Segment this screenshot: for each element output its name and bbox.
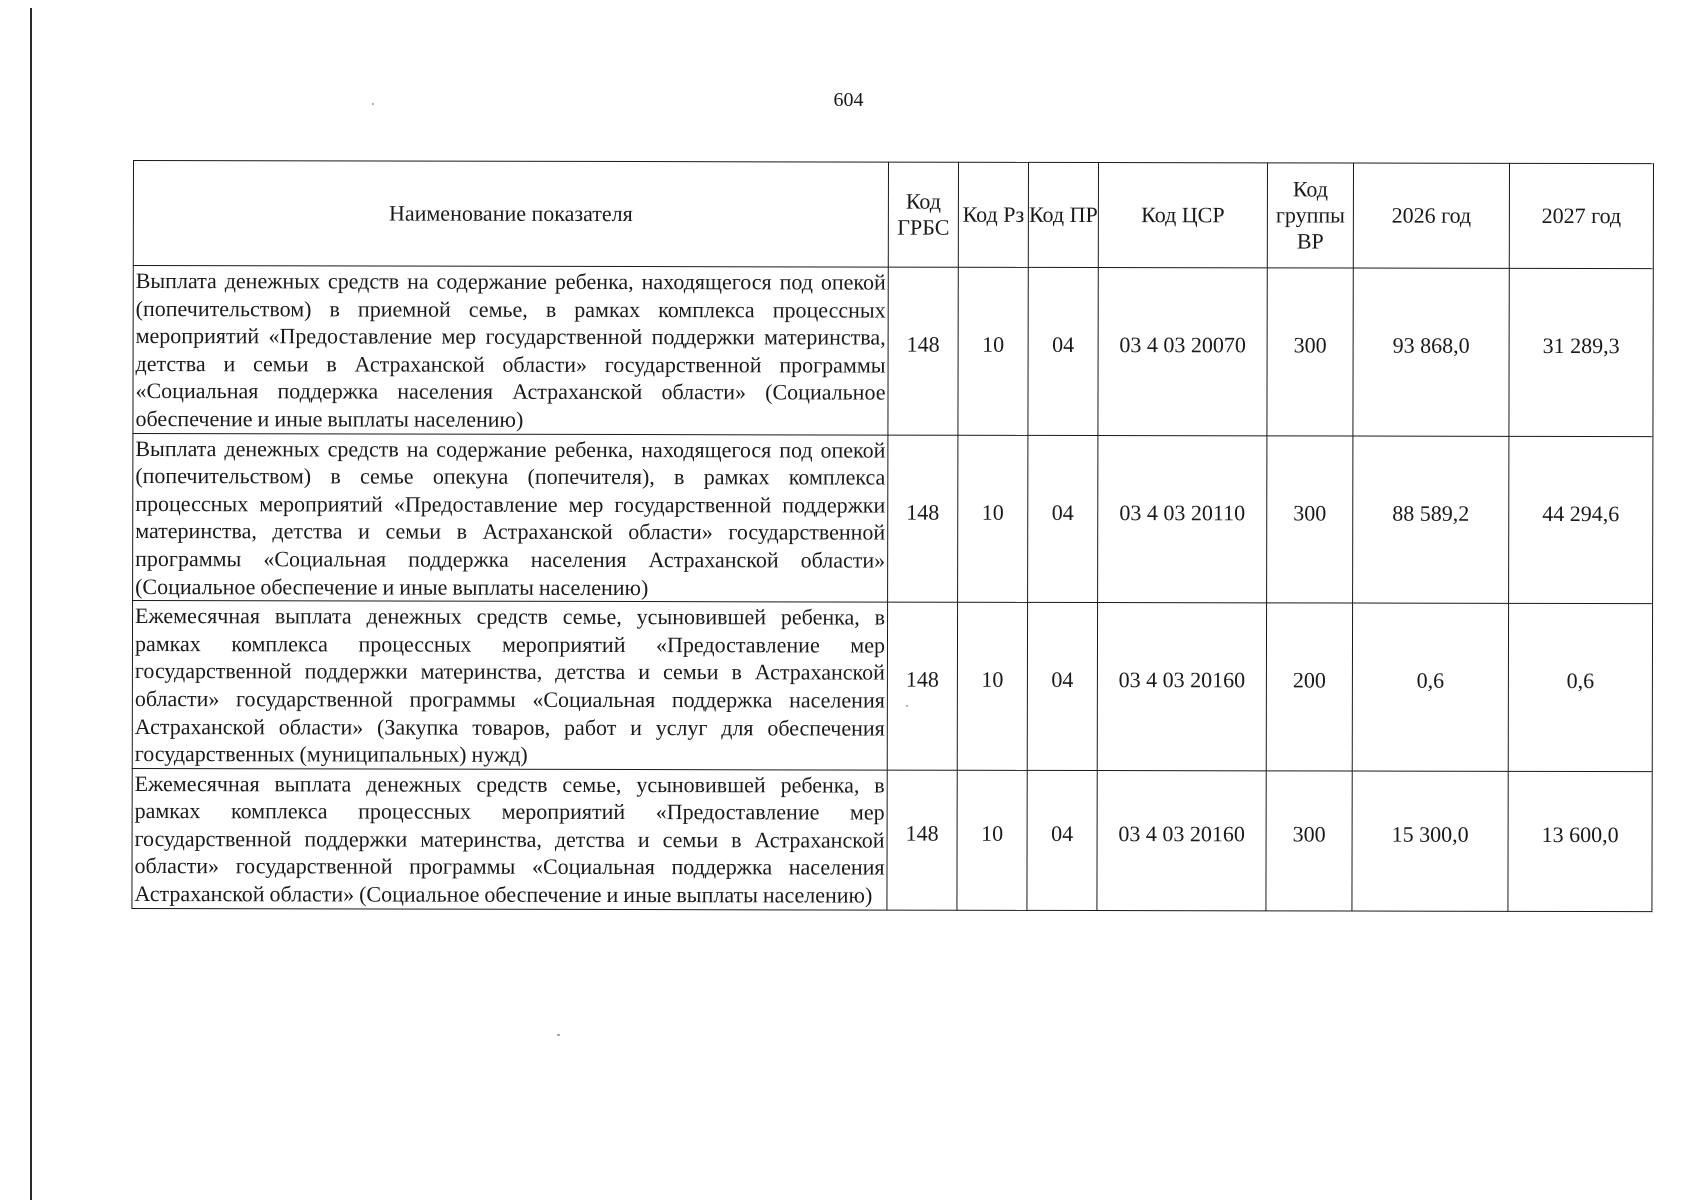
row-year-2027: 44 294,6 bbox=[1509, 436, 1653, 604]
row-csr: 03 4 03 20160 bbox=[1097, 603, 1266, 771]
row-year-2026: 15 300,0 bbox=[1352, 771, 1508, 911]
row-pr: 04 bbox=[1027, 602, 1097, 770]
header-name: Наименование показателя bbox=[133, 161, 888, 268]
row-csr: 03 4 03 20070 bbox=[1098, 268, 1267, 436]
row-vr: 300 bbox=[1267, 268, 1353, 436]
scan-speck bbox=[372, 103, 374, 105]
row-vr: 300 bbox=[1266, 771, 1352, 911]
row-pr: 04 bbox=[1028, 267, 1098, 435]
row-year-2027: 13 600,0 bbox=[1508, 771, 1652, 911]
row-vr: 300 bbox=[1267, 435, 1353, 603]
row-rz: 10 bbox=[958, 267, 1028, 435]
row-grbs: 148 bbox=[887, 602, 957, 770]
page-number: 604 bbox=[833, 89, 864, 111]
row-csr: 03 4 03 20110 bbox=[1098, 435, 1267, 603]
budget-table bbox=[131, 160, 1654, 912]
row-rz: 10 bbox=[957, 770, 1027, 910]
row-name: Выплата денежных средств на содержание ребенка, находящегося под опекой (попечительством) в семье опекуна (попечителя), в рамках комплекса процессных мероприятий «Предоставление мер государственной поддержки материнства, детства и семьи в Астраханской области» государственной программы «Социальная поддержка населения Астраханской области» (Социальное обеспечение и иные выплаты населению) bbox=[133, 433, 888, 602]
table-row bbox=[132, 601, 1652, 772]
table-header-row bbox=[133, 161, 1653, 269]
row-year-2027: 31 289,3 bbox=[1509, 268, 1653, 436]
table-row bbox=[132, 768, 1652, 911]
binding-margin-line bbox=[30, 8, 32, 1200]
row-name: Ежемесячная выплата денежных средств семье, усыновившей ребенка, в рамках комплекса процессных мероприятий «Предоставление мер государственной поддержки материнства, детства и семьи в Астраханской области» государственной программы «Социальная поддержка населения Астраханской области» (Социальное обеспечение и иные выплаты населению) bbox=[132, 768, 887, 910]
row-grbs: 148 bbox=[887, 770, 957, 910]
row-grbs: 148 bbox=[888, 435, 958, 603]
header-year-2027: 2027 год bbox=[1509, 163, 1653, 268]
scan-speck bbox=[557, 1034, 560, 1036]
row-name: Выплата денежных средств на содержание ребенка, находящегося под опекой (попечительством) в приемной семье, в рамках комплекса процессных мероприятий «Предоставление мер государственной поддержки материнства, детства и семьи в Астраханской области» государственной программы «Социальная поддержка населения Астраханской области» (Социальное обеспечение и иные выплаты населению) bbox=[133, 266, 888, 435]
row-year-2026: 93 868,0 bbox=[1353, 268, 1509, 436]
row-rz: 10 bbox=[958, 435, 1028, 603]
row-year-2027: 0,6 bbox=[1508, 604, 1652, 772]
header-rz: Код Рз bbox=[958, 162, 1028, 267]
header-vr: Код группы ВР bbox=[1267, 163, 1353, 268]
row-grbs: 148 bbox=[888, 267, 958, 435]
row-year-2026: 88 589,2 bbox=[1353, 436, 1509, 604]
row-pr: 04 bbox=[1027, 770, 1097, 910]
header-year-2026: 2026 год bbox=[1353, 163, 1509, 268]
row-pr: 04 bbox=[1028, 435, 1098, 603]
table-row bbox=[133, 266, 1653, 437]
row-csr: 03 4 03 20160 bbox=[1097, 770, 1266, 910]
row-rz: 10 bbox=[957, 602, 1027, 770]
table-row bbox=[133, 433, 1653, 604]
header-csr: Код ЦСР bbox=[1098, 163, 1267, 268]
row-vr: 200 bbox=[1266, 603, 1352, 771]
row-name: Ежемесячная выплата денежных средств семье, усыновившей ребенка, в рамках комплекса процессных мероприятий «Предоставление мер государственной поддержки материнства, детства и семьи в Астраханской области» государственной программы «Социальная поддержка населения Астраханской области» (Закупка товаров, работ и услуг для обеспечения государственных (муниципальных) нужд) bbox=[132, 601, 887, 770]
header-pr: Код ПР bbox=[1028, 162, 1098, 267]
header-grbs: Код ГРБС bbox=[888, 162, 958, 267]
row-year-2026: 0,6 bbox=[1352, 603, 1508, 771]
scan-speck bbox=[906, 705, 908, 707]
